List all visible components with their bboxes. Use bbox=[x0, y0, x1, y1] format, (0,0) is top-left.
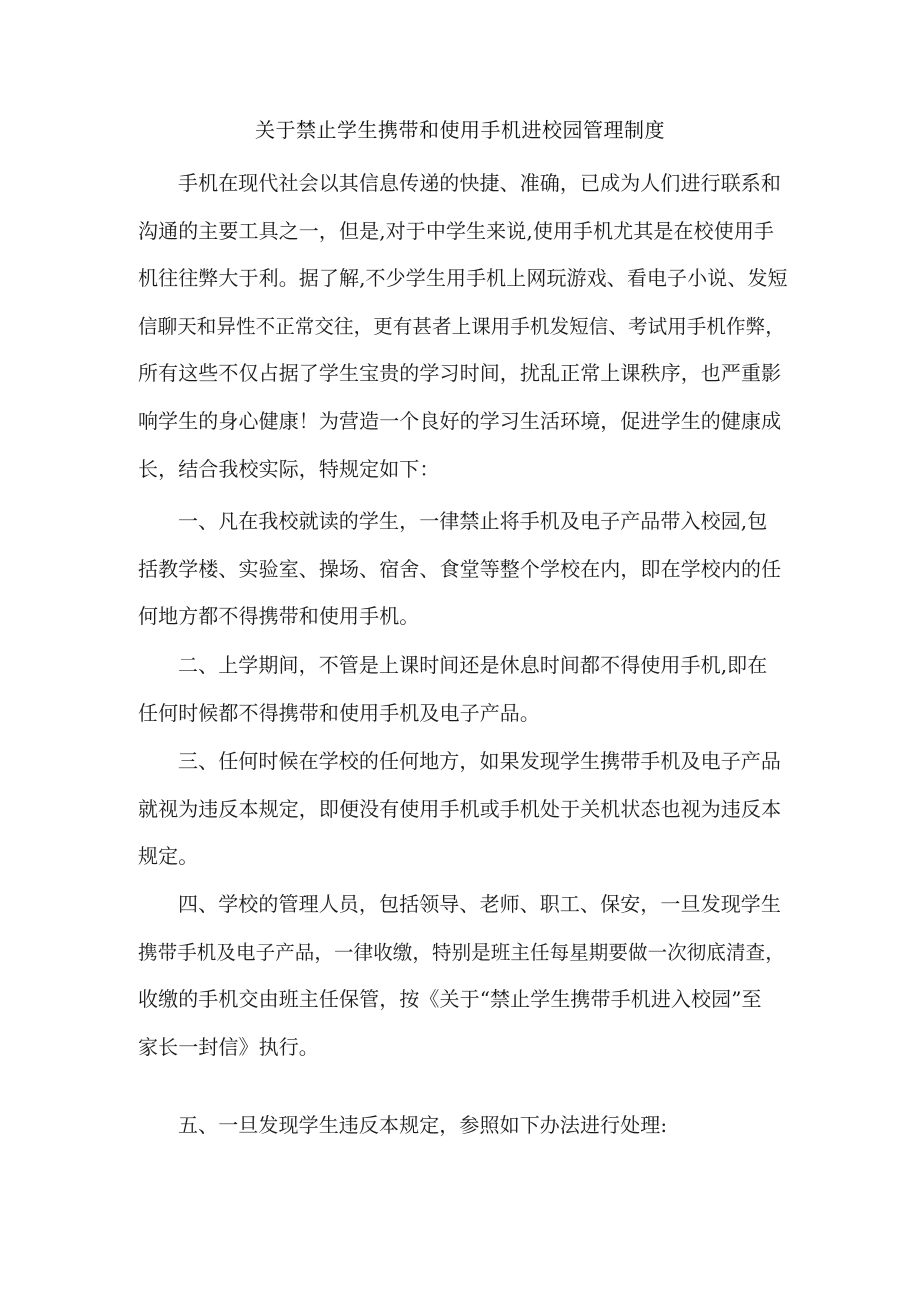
rule-2-line: 二、上学期间，不管是上课时间还是休息时间都不得使用手机,即在 bbox=[178, 653, 768, 677]
rule-4-paragraph bbox=[138, 881, 786, 1071]
intro-line: 所有这些不仅占据了学生宝贵的学习时间，扰乱正常上课秩序，也严重影 bbox=[138, 361, 782, 386]
rule-2-line: 任何时候都不得携带和使用手机及电子产品。 bbox=[138, 700, 540, 725]
rule-1-line: 括教学楼、实验室、操场、宿舍、食堂等整个学校在内，即在学校内的任 bbox=[138, 556, 782, 581]
intro-line: 沟通的主要工具之一，但是,对于中学生来说,使用手机尤其是在校使用手 bbox=[138, 218, 775, 243]
rule-5-paragraph bbox=[138, 1102, 786, 1150]
intro-paragraph bbox=[138, 160, 786, 493]
intro-line: 信聊天和异性不正常交往，更有甚者上课用手机发短信、考试用手机作弊， bbox=[138, 314, 785, 338]
intro-line: 手机在现代社会以其信息传递的快捷、准确，已成为人们进行联系和 bbox=[178, 171, 781, 195]
intro-line: 响学生的身心健康！为营造一个良好的学习生活环境，促进学生的健康成 bbox=[138, 408, 782, 433]
rule-4-line: 四、学校的管理人员，包括领导、老师、职工、保安，一旦发现学生 bbox=[178, 892, 781, 916]
rule-1-paragraph bbox=[138, 498, 786, 641]
rule-2-paragraph bbox=[138, 642, 786, 737]
rule-1-line: 一、凡在我校就读的学生，一律禁止将手机及电子产品带入校园,包 bbox=[178, 509, 768, 533]
rule-3-line: 三、任何时候在学校的任何地方，如果发现学生携带手机及电子产品 bbox=[178, 749, 781, 773]
rule-4-line: 收缴的手机交由班主任保管，按《关于“禁止学生携带手机进入校园”至 bbox=[138, 987, 762, 1012]
rule-1-line: 何地方都不得携带和使用手机。 bbox=[138, 604, 420, 629]
rule-3-paragraph bbox=[138, 738, 786, 881]
intro-line: 长，结合我校实际，特规定如下： bbox=[138, 456, 440, 481]
rule-3-line: 就视为违反本规定，即便没有使用手机或手机处于关机状态也视为违反本 bbox=[138, 796, 782, 821]
rule-4-line: 携带手机及电子产品，一律收缴，特别是班主任每星期要做一次彻底清查， bbox=[138, 940, 785, 964]
intro-line: 机往往弊大于利。据了解,不少学生用手机上网玩游戏、看电子小说、发短 bbox=[138, 266, 788, 291]
rule-4-line: 家长一封信》执行。 bbox=[138, 1034, 319, 1059]
document-title: 关于禁止学生携带和使用手机进校园管理制度 bbox=[255, 118, 665, 142]
rule-3-line: 规定。 bbox=[138, 844, 199, 869]
rule-5-line: 五、一旦发现学生违反本规定，参照如下办法进行处理: bbox=[178, 1113, 668, 1137]
